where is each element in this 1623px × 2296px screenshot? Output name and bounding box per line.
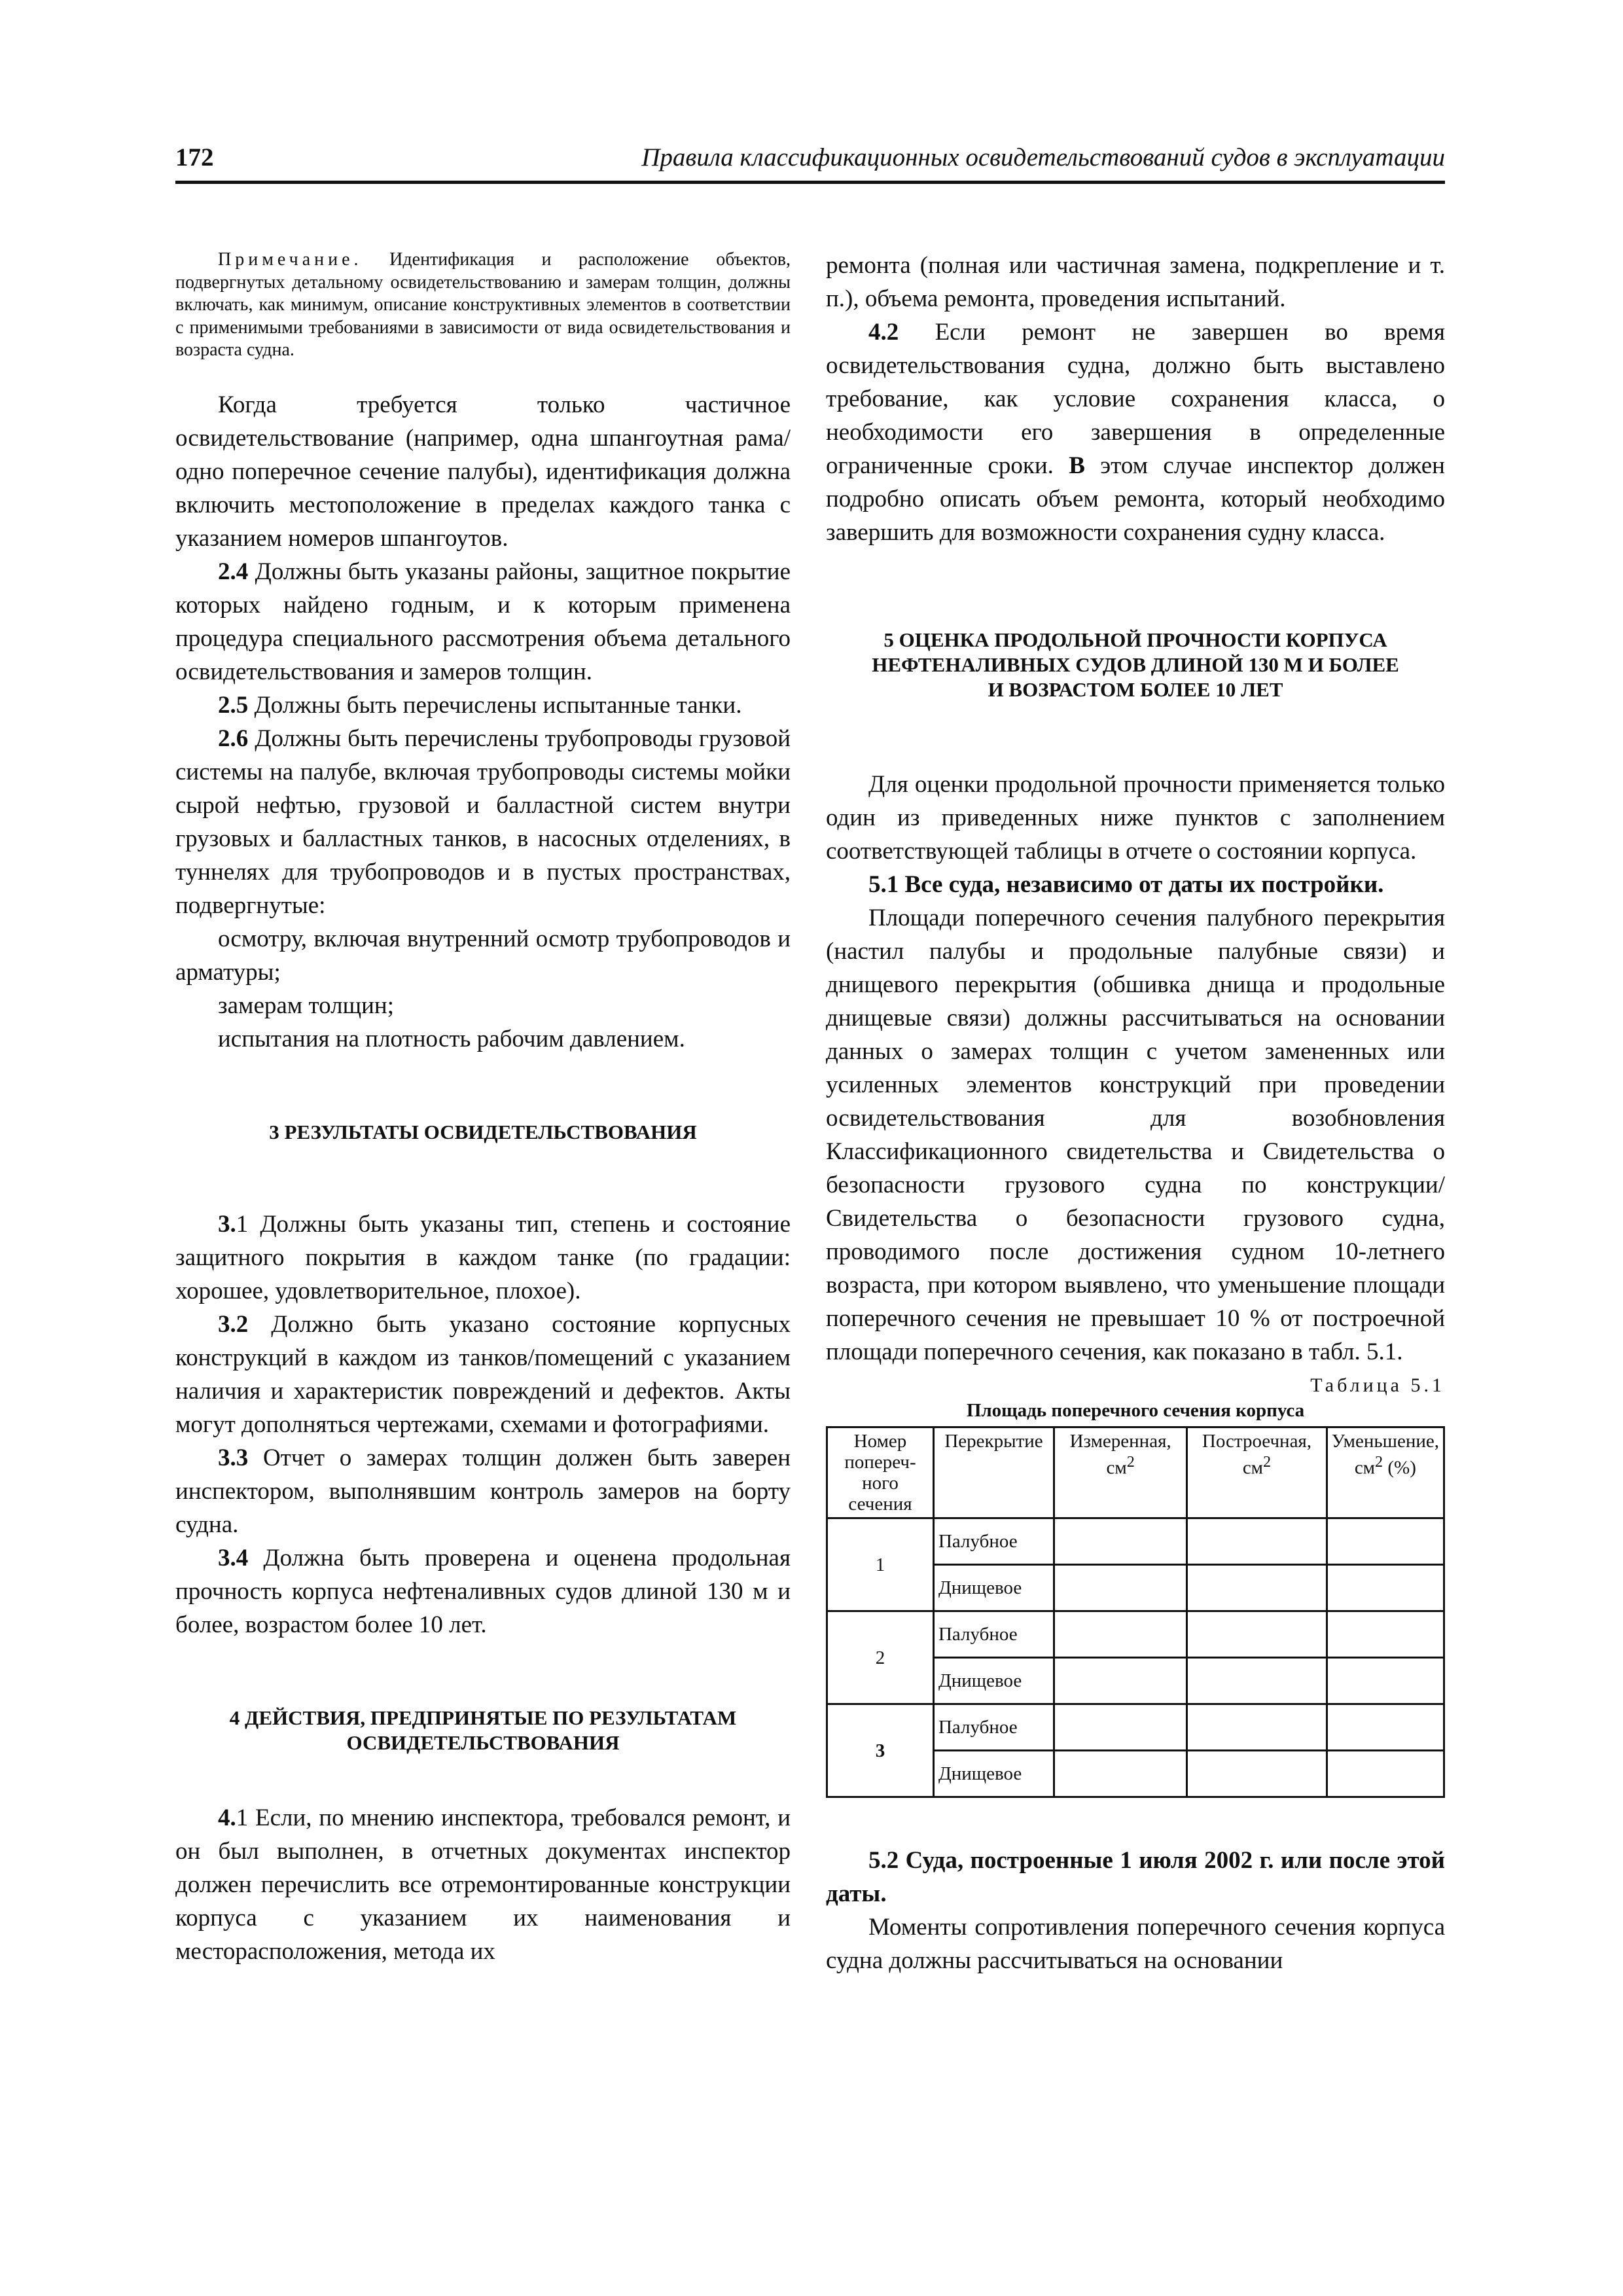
empty-cell — [1187, 1751, 1327, 1797]
section-number-cell: 1 — [827, 1518, 934, 1611]
table-caption: Таблица 5.1 — [1310, 1374, 1445, 1396]
paragraph-5-2-body: Моменты сопротивления поперечного сечения корпуса судна должны рассчитываться на основании — [826, 1914, 1445, 1974]
clause-number: 5.1 — [868, 871, 899, 898]
header-structure: Перекрытие — [933, 1427, 1054, 1518]
header-line: Номер — [853, 1431, 907, 1452]
header-line: сечения — [848, 1494, 912, 1515]
section-4-heading-line: 4 ДЕЙСТВИЯ, ПРЕДПРИНЯТЫЕ ПО РЕЗУЛЬТАТАМ — [229, 1706, 737, 1729]
clause-text: Отчет о замерах толщин должен быть заверен инспектором, выполнявшим контроль замеров на борту судна. — [175, 1444, 791, 1538]
list-item: замерам толщин; — [218, 992, 394, 1019]
clause-number: 2.6 — [218, 725, 249, 752]
empty-cell — [1327, 1611, 1444, 1658]
clause-number: 3.4 — [218, 1544, 249, 1571]
empty-cell — [1187, 1518, 1327, 1565]
section-3-heading: 3 РЕЗУЛЬТАТЫ ОСВИДЕТЕЛЬСТВОВАНИЯ — [269, 1120, 697, 1143]
paragraph-2-6 — [175, 722, 791, 922]
clause-text: Должны быть указаны районы, защитное покрытие которых найдено годным, и к которым применена процедура специального рассмотрения объема детального освидетельствования и замеров толщин. — [175, 558, 791, 685]
section-4-heading — [175, 1706, 791, 1755]
right-column — [826, 249, 1445, 1977]
running-title: Правила классификационных освидетельствований судов в эксплуатации — [641, 143, 1445, 171]
clause-number: 3. — [218, 1210, 236, 1238]
header-original — [1187, 1427, 1327, 1518]
section-5-heading-line: НЕФТЕНАЛИВНЫХ СУДОВ ДЛИНОЙ 130 М И БОЛЕЕ — [872, 653, 1399, 676]
clause-number: 3.2 — [218, 1310, 249, 1338]
empty-cell — [1327, 1751, 1444, 1797]
table-row — [827, 1704, 1444, 1751]
paragraph-3-3 — [175, 1441, 791, 1541]
paragraph-3-1 — [175, 1208, 791, 1308]
section-5-heading-line: И ВОЗРАСТОМ БОЛЕЕ 10 ЛЕТ — [988, 678, 1283, 701]
clause-text: Суда, построенные 1 июля 2002 г. или после этой даты. — [826, 1847, 1445, 1907]
structure-cell: Днищевое — [933, 1751, 1054, 1797]
clause-number: 5.2 — [868, 1847, 899, 1874]
empty-cell — [1054, 1611, 1187, 1658]
clause-number: 2.5 — [218, 691, 249, 719]
left-column — [175, 249, 791, 1968]
clause-number-suffix: 1 — [236, 1804, 249, 1831]
empty-cell — [1054, 1658, 1187, 1704]
empty-cell — [1187, 1658, 1327, 1704]
paragraph-3-4 — [175, 1541, 791, 1641]
clause-number: 4.2 — [868, 319, 899, 346]
header-line: ного — [862, 1473, 899, 1494]
structure-cell: Палубное — [933, 1704, 1054, 1751]
paragraph-partial-survey: Когда требуется только частичное освидетельствование (например, одна шпангоутная рама/одно поперечное сечение палубы), идентификация должна включить местоположение в пределах каждого танка с указанием номеров шпангоутов. — [175, 391, 791, 552]
clause-text: Должны быть перечислены испытанные танки. — [248, 691, 742, 719]
empty-cell — [1187, 1611, 1327, 1658]
clause-number-suffix: 1 — [236, 1210, 249, 1238]
paragraph-3-2 — [175, 1308, 791, 1441]
paragraph-continuation: ремонта (полная или частичная замена, подкрепление и т. п.), объема ремонта, проведения испытаний. — [826, 252, 1445, 312]
section-4-heading-line: ОСВИДЕТЕЛЬСТВОВАНИЯ — [346, 1731, 620, 1754]
empty-cell — [1054, 1704, 1187, 1751]
empty-cell — [1054, 1751, 1187, 1797]
note-text: Идентификация и расположение объектов, подвергнутых детальному освидетельствованию и замерам толщин, должны включать, как минимум, описание конструктивных элементов в соответствии с применимыми требованиями в зависимости от вида освидетельствования и возраста судна. — [175, 249, 791, 360]
structure-cell: Днищевое — [933, 1565, 1054, 1611]
empty-cell — [1327, 1704, 1444, 1751]
clause-text: Если, по мнению инспектора, требовался ремонт, и он был выполнен, в отчетных документах инспектор должен перечислить все отремонтированные конструкции корпуса с указанием их наименования и месторасположения, метода их — [175, 1804, 791, 1965]
clause-text: Должны быть указаны тип, степень и состояние защитного покрытия в каждом танке (по градации: хорошее, удовлетворительное, плохое). — [175, 1210, 791, 1304]
paragraph-5-intro: Для оценки продольной прочности применяется только один из приведенных ниже пунктов с заполнением соответствующей таблицы в отчете о состоянии корпуса. — [826, 771, 1445, 865]
paragraph-2-4 — [175, 555, 791, 689]
table-header-row — [827, 1427, 1444, 1518]
clause-text: Должна быть проверена и оценена продольная прочность корпуса нефтеналивных судов длиной 130 м и более, возрастом более 10 лет. — [175, 1544, 791, 1638]
paragraph-5-2 — [826, 1844, 1445, 1910]
header-line: Измеренная, — [1069, 1431, 1171, 1452]
cross-section-table — [826, 1426, 1445, 1798]
clause-number: 3.3 — [218, 1444, 249, 1471]
clause-text: Должно быть указано состояние корпусных конструкций в каждом из танков/помещений с указанием наличия и характеристик повреждений и дефектов. Акты могут дополняться чертежами, схемами и фотографиями. — [175, 1310, 791, 1438]
page-header — [175, 143, 1445, 184]
header-line: попереч- — [844, 1452, 916, 1473]
header-line: Построечная, — [1202, 1431, 1312, 1452]
paragraph-2-5 — [175, 689, 791, 722]
empty-cell — [1327, 1658, 1444, 1704]
clause-text: Если ремонт не завершен во время освидетельствования судна, должно быть выставлено требование, как условие сохранения класса, о необходимости его завершения в определенные ограниченные сроки. — [826, 319, 1445, 479]
paragraph-4-1 — [175, 1801, 791, 1968]
section-number-cell: 3 — [827, 1704, 934, 1797]
section-5-heading — [826, 628, 1445, 702]
header-line: Уменьшение, — [1331, 1431, 1439, 1452]
note — [175, 249, 791, 362]
section-5-heading-line: 5 ОЦЕНКА ПРОДОЛЬНОЙ ПРОЧНОСТИ КОРПУСА — [883, 628, 1387, 651]
clause-number: 4. — [218, 1804, 236, 1831]
clause-text: Все суда, независимо от даты их постройки. — [899, 871, 1384, 898]
page-number: 172 — [175, 143, 214, 171]
paragraph-5-1 — [826, 868, 1445, 901]
structure-cell: Палубное — [933, 1518, 1054, 1565]
empty-cell — [1187, 1565, 1327, 1611]
note-label: Примечание. — [218, 249, 363, 270]
table-row — [827, 1518, 1444, 1565]
paragraph-5-1-body: Площади поперечного сечения палубного перекрытия (настил палубы и продольные палубные связи) и днищевого перекрытия (обшивка днища и продольные днищевые связи) должны рассчитываться на основании данных о замерах толщин с учетом замененных или усиленных элементов конструкций при проведении освидетельствования для возобновления Классификационного свидетельства и Свидетельства о безопасности грузового судна по конструкции/Свидетельства о безопасности грузового судна, проводимого после достижения судном 10-летнего возраста, при котором выявлено, что уменьшение площади поперечного сечения не превышает 10 % от построечной площади поперечного сечения, как показано в табл. 5.1. — [826, 905, 1445, 1365]
clause-text-bold: В — [1069, 452, 1085, 479]
header-section-number — [827, 1427, 934, 1518]
header-measured — [1054, 1427, 1187, 1518]
section-number-cell: 2 — [827, 1611, 934, 1704]
empty-cell — [1054, 1518, 1187, 1565]
header-unit: $см^2$ — [1106, 1453, 1135, 1479]
header-unit: $см^2$ (%) — [1354, 1453, 1416, 1479]
clause-text: Должны быть перечислены трубопроводы грузовой системы на палубе, включая трубопроводы системы мойки сырой нефтью, грузовой и балластной систем внутри грузовых и балластных танков, в насосных отделениях, в туннелях для трубопроводов и в пустых пространствах, подвергнутые: — [175, 725, 791, 919]
empty-cell — [1187, 1704, 1327, 1751]
table-row — [827, 1611, 1444, 1658]
header-unit: $см^2$ — [1242, 1453, 1272, 1479]
structure-cell: Палубное — [933, 1611, 1054, 1658]
list-item: испытания на плотность рабочим давлением. — [218, 1025, 685, 1052]
empty-cell — [1327, 1565, 1444, 1611]
table-title: Площадь поперечного сечения корпуса — [966, 1400, 1305, 1421]
header-reduction — [1327, 1427, 1444, 1518]
empty-cell — [1054, 1565, 1187, 1611]
list-item: осмотру, включая внутренний осмотр трубопроводов и арматуры; — [175, 925, 791, 986]
paragraph-4-2 — [826, 315, 1445, 549]
clause-text: этом случае инспектор должен подробно описать объем ремонта, который необходимо завершить для возможности сохранения судну класса. — [826, 452, 1445, 546]
clause-number: 2.4 — [218, 558, 249, 585]
empty-cell — [1327, 1518, 1444, 1565]
structure-cell: Днищевое — [933, 1658, 1054, 1704]
